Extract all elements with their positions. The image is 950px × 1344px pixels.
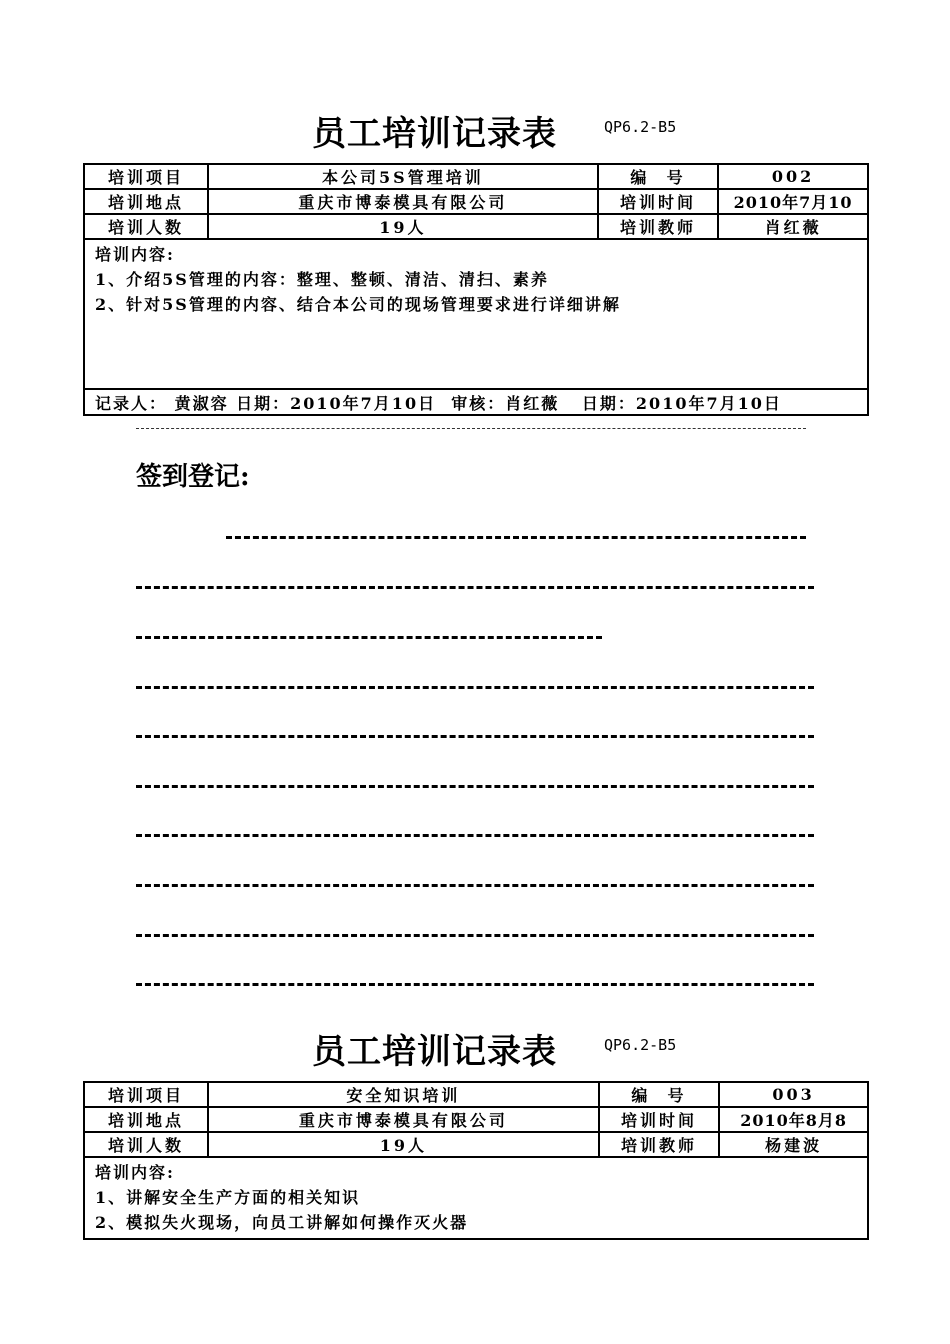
form2-table — [83, 1081, 869, 1240]
signature-line — [226, 536, 806, 539]
separator-line — [136, 428, 806, 429]
label-cell: 培训人数 — [84, 1132, 208, 1157]
signature-line — [136, 934, 814, 937]
table-row — [84, 1132, 868, 1157]
label-cell: 培训时间 — [598, 189, 718, 214]
content-line: 1、介绍5S管理的内容：整理、整顿、清洁、清扫、素养 — [95, 270, 549, 289]
label-cell: 培训地点 — [84, 1107, 208, 1132]
training-content — [84, 239, 868, 389]
label-cell: 培训时间 — [599, 1107, 720, 1132]
label-cell: 编 号 — [598, 164, 718, 189]
value-cell: 杨建波 — [719, 1132, 868, 1157]
content-line: 培训内容: — [95, 1163, 175, 1182]
value-cell: 肖红薇 — [718, 214, 868, 239]
table-row — [84, 214, 868, 239]
training-content — [84, 1157, 868, 1239]
form1-table — [83, 163, 869, 416]
content-row — [84, 239, 868, 389]
form2-code: QP6.2-B5 — [604, 1036, 677, 1054]
value-cell: 重庆市博泰模具有限公司 — [208, 189, 598, 214]
label-cell: 编 号 — [599, 1082, 720, 1107]
value-cell: 003 — [719, 1082, 868, 1107]
label-cell: 培训项目 — [84, 1082, 208, 1107]
record-footer: 记录人： 黄淑容 日期：2010年7月10日 审核：肖红薇 日期：2010年7月10日 — [84, 389, 868, 415]
label-cell: 培训人数 — [84, 214, 208, 239]
form2-title: 员工培训记录表 — [312, 1032, 557, 1072]
value-cell: 002 — [718, 164, 868, 189]
table-row — [84, 1082, 868, 1107]
signature-line — [136, 785, 814, 788]
label-cell: 培训教师 — [598, 214, 718, 239]
content-line: 1、讲解安全生产方面的相关知识 — [95, 1188, 361, 1207]
value-cell: 2010年8月8 — [719, 1107, 868, 1132]
form1-title: 员工培训记录表 — [312, 114, 557, 154]
value-cell: 19人 — [208, 214, 598, 239]
label-cell: 培训地点 — [84, 189, 208, 214]
content-line: 培训内容: — [95, 245, 175, 264]
table-row — [84, 189, 868, 214]
content-row — [84, 1157, 868, 1239]
form2-header — [0, 1024, 950, 1074]
signature-line — [136, 735, 814, 738]
signature-line — [136, 884, 814, 887]
value-cell: 重庆市博泰模具有限公司 — [208, 1107, 599, 1132]
table-row — [84, 1107, 868, 1132]
content-line: 2、模拟失火现场，向员工讲解如何操作灭火器 — [95, 1213, 469, 1232]
form1-header — [0, 106, 950, 156]
form1-code: QP6.2-B5 — [604, 118, 677, 136]
label-cell: 培训教师 — [599, 1132, 720, 1157]
content-line: 2、针对5S管理的内容、结合本公司的现场管理要求进行详细讲解 — [95, 295, 621, 314]
value-cell: 安全知识培训 — [208, 1082, 599, 1107]
value-cell: 19人 — [208, 1132, 599, 1157]
table-row — [84, 164, 868, 189]
signature-line — [136, 983, 814, 986]
signature-line — [136, 636, 602, 639]
value-cell: 2010年7月10 — [718, 189, 868, 214]
label-cell: 培训项目 — [84, 164, 208, 189]
signature-line — [136, 834, 814, 837]
signature-line — [136, 686, 814, 689]
footer-row — [84, 389, 868, 415]
signature-line — [136, 586, 814, 589]
value-cell: 本公司5S管理培训 — [208, 164, 598, 189]
signin-title: 签到登记: — [136, 462, 250, 492]
